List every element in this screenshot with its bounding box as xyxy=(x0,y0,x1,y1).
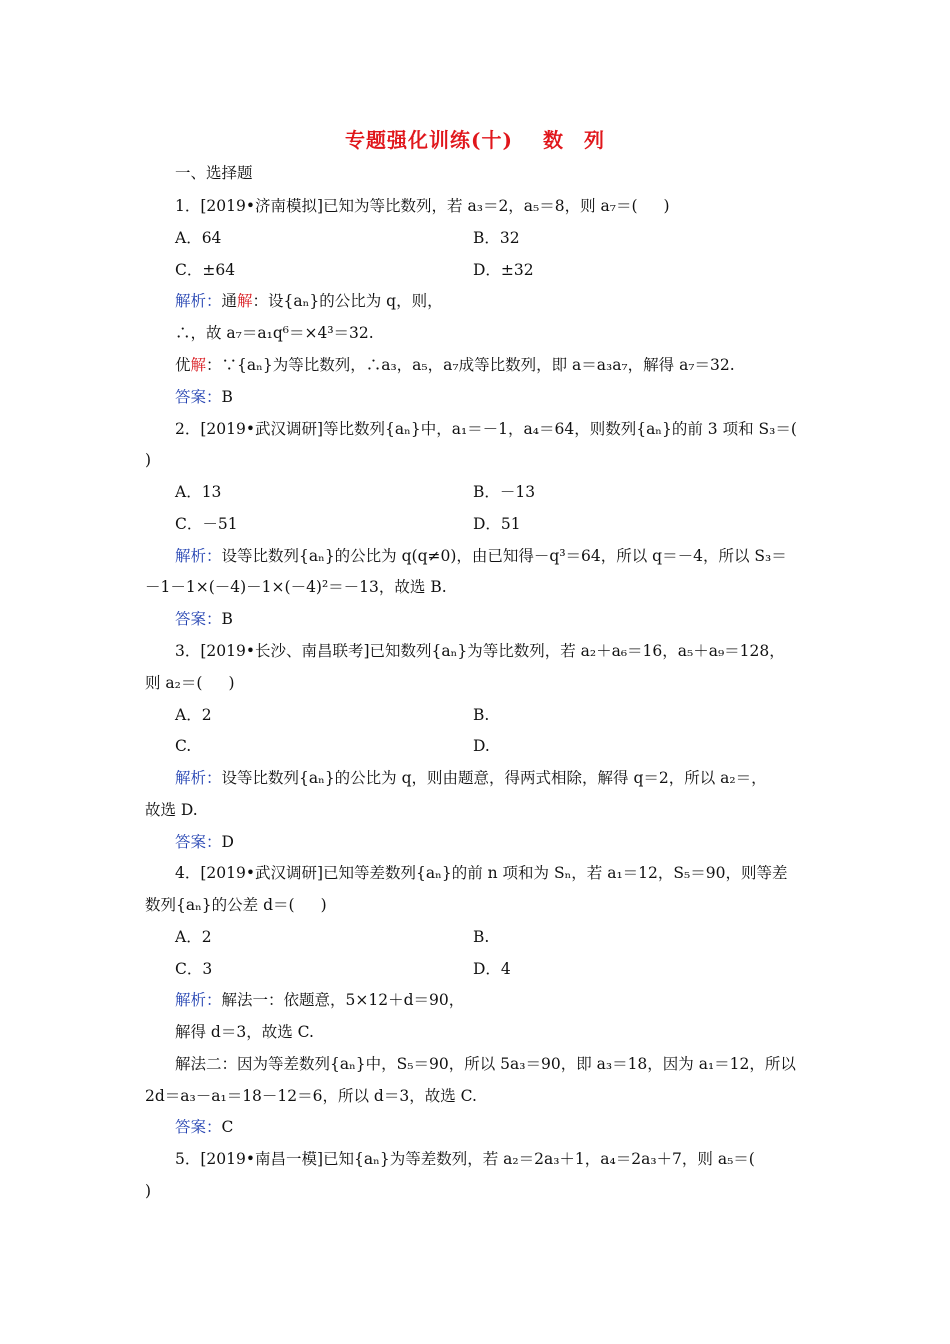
q3-option-a: A．2 xyxy=(175,706,212,724)
q1-answer-value: B xyxy=(221,388,233,406)
q4-option-c: C．3 xyxy=(175,960,213,978)
q1-option-c: C．±64 xyxy=(175,261,236,279)
q4-jiexi-label: 解析： xyxy=(175,991,222,1009)
q1-close: ) xyxy=(663,197,670,215)
q2-jiexi-label: 解析： xyxy=(175,547,222,565)
q1-solution-2: ∴，故 a₇＝a₁q⁶＝×4³＝32. xyxy=(175,324,374,342)
q1-jiexi-label: 解析： xyxy=(175,292,222,310)
q1-answer xyxy=(175,387,233,407)
q1-sol-3: ：∵{aₙ}为等比数列，∴a₃，a₅，a₇成等比数列，即 a＝a₃a₇，解得 a₇＝32. xyxy=(206,356,735,374)
q1-solution-1 xyxy=(175,291,443,311)
q4-stem-2-text: 数列{aₙ}的公差 d＝( xyxy=(145,896,295,914)
q1-sol-1: ：设{aₙ}的公比为 q，则， xyxy=(252,292,443,310)
q3-option-b: B. xyxy=(473,706,490,724)
q1-option-a: A．64 xyxy=(175,229,222,247)
q1-option-d: D．±32 xyxy=(473,261,534,279)
q2-option-b: B．－13 xyxy=(473,483,536,501)
q3-answer-label: 答案： xyxy=(175,833,222,851)
q4-close: ) xyxy=(320,896,327,914)
q2-sol-1: 设等比数列{aₙ}的公比为 q(q≠0)，由已知得－q³＝64，所以 q＝－4，所以 S₃＝ xyxy=(221,547,787,565)
q1-stem xyxy=(175,196,670,216)
q1-solution-3 xyxy=(175,355,735,375)
q4-answer-value: C xyxy=(221,1118,234,1136)
q1-cond: a₃＝2，a₅＝8，则 a₇＝( xyxy=(467,197,638,215)
title-sub-2: 列 xyxy=(583,128,605,152)
section-heading: 一、选择题 xyxy=(175,164,253,182)
q3-close: ) xyxy=(228,674,235,692)
q4-option-a: A．2 xyxy=(175,928,212,946)
title-sub-1: 数 xyxy=(542,128,564,152)
q4-option-d: D．4 xyxy=(473,960,511,978)
q1-tongjie-a: 通 xyxy=(221,292,238,310)
title-main: 专题强化训练(十) xyxy=(345,128,513,152)
q4-stem: 4．[2019•武汉调研]已知等差数列{aₙ}的前 n 项和为 Sₙ，若 a₁＝12，S₅＝90，则等差 xyxy=(175,864,788,882)
q2-answer xyxy=(175,609,233,629)
q1-option-b: B．32 xyxy=(473,229,520,247)
q3-stem-2 xyxy=(145,673,235,693)
page-title xyxy=(0,124,950,153)
q2-option-c: C．－51 xyxy=(175,515,238,533)
q3-solution-1 xyxy=(175,768,767,788)
q2-stem: 2．[2019•武汉调研]等比数列{aₙ}中，a₁＝－1，a₄＝64，则数列{aₙ}的前 3 项和 S₃＝( xyxy=(175,420,797,438)
q1-stem-text: 1．[2019•济南模拟]已知为等比数列，若 xyxy=(175,197,463,215)
q3-option-c: C. xyxy=(175,737,192,755)
q1-answer-label: 答案： xyxy=(175,388,222,406)
q4-sol-1: 解法一：依题意，5×12＋d＝90， xyxy=(221,991,465,1009)
q4-solution-2: 解得 d＝3，故选 C. xyxy=(175,1023,314,1041)
q3-jiexi-label: 解析： xyxy=(175,769,222,787)
q4-answer xyxy=(175,1117,233,1137)
q4-stem-2 xyxy=(145,895,327,915)
q5-close: ) xyxy=(145,1182,152,1200)
q2-answer-value: B xyxy=(221,610,233,628)
q1-tongjie-b: 解 xyxy=(237,292,253,310)
q3-answer-value: D xyxy=(221,833,234,851)
q2-close: ) xyxy=(145,451,152,469)
q1-youjie-a: 优 xyxy=(175,356,191,374)
q2-option-d: D．51 xyxy=(473,515,521,533)
q2-answer-label: 答案： xyxy=(175,610,222,628)
q4-solution-1 xyxy=(175,990,464,1010)
q4-solution-3: 解法二：因为等差数列{aₙ}中，S₅＝90，所以 5a₃＝90，即 a₃＝18，因为 a₁＝12，所以 xyxy=(175,1055,796,1073)
q5-stem: 5．[2019•南昌一模]已知{aₙ}为等差数列，若 a₂＝2a₃＋1，a₄＝2a₃＋7，则 a₅＝( xyxy=(175,1150,755,1168)
q3-solution-2: 故选 D. xyxy=(145,801,198,819)
q4-option-b: B. xyxy=(473,928,490,946)
q2-solution-2: －1－1×(－4)－1×(－4)²＝－13，故选 B. xyxy=(145,578,447,596)
q2-option-a: A．13 xyxy=(175,483,222,501)
q4-solution-4: 2d＝a₃－a₁＝18－12＝6，所以 d＝3，故选 C. xyxy=(145,1087,477,1105)
q4-answer-label: 答案： xyxy=(175,1118,222,1136)
q2-solution-1 xyxy=(175,546,787,566)
q1-youjie-b: 解 xyxy=(190,356,207,374)
q3-stem: 3．[2019•长沙、南昌联考]已知数列{aₙ}为等比数列，若 a₂＋a₆＝16，a₅＋a₉＝128， xyxy=(175,642,785,660)
q3-stem-2-text: 则 a₂＝( xyxy=(145,674,203,692)
q3-sol-1: 设等比数列{aₙ}的公比为 q，则由题意，得两式相除，解得 q＝2，所以 a₂＝， xyxy=(221,769,767,787)
q3-answer xyxy=(175,832,234,852)
q3-option-d: D. xyxy=(473,737,490,755)
